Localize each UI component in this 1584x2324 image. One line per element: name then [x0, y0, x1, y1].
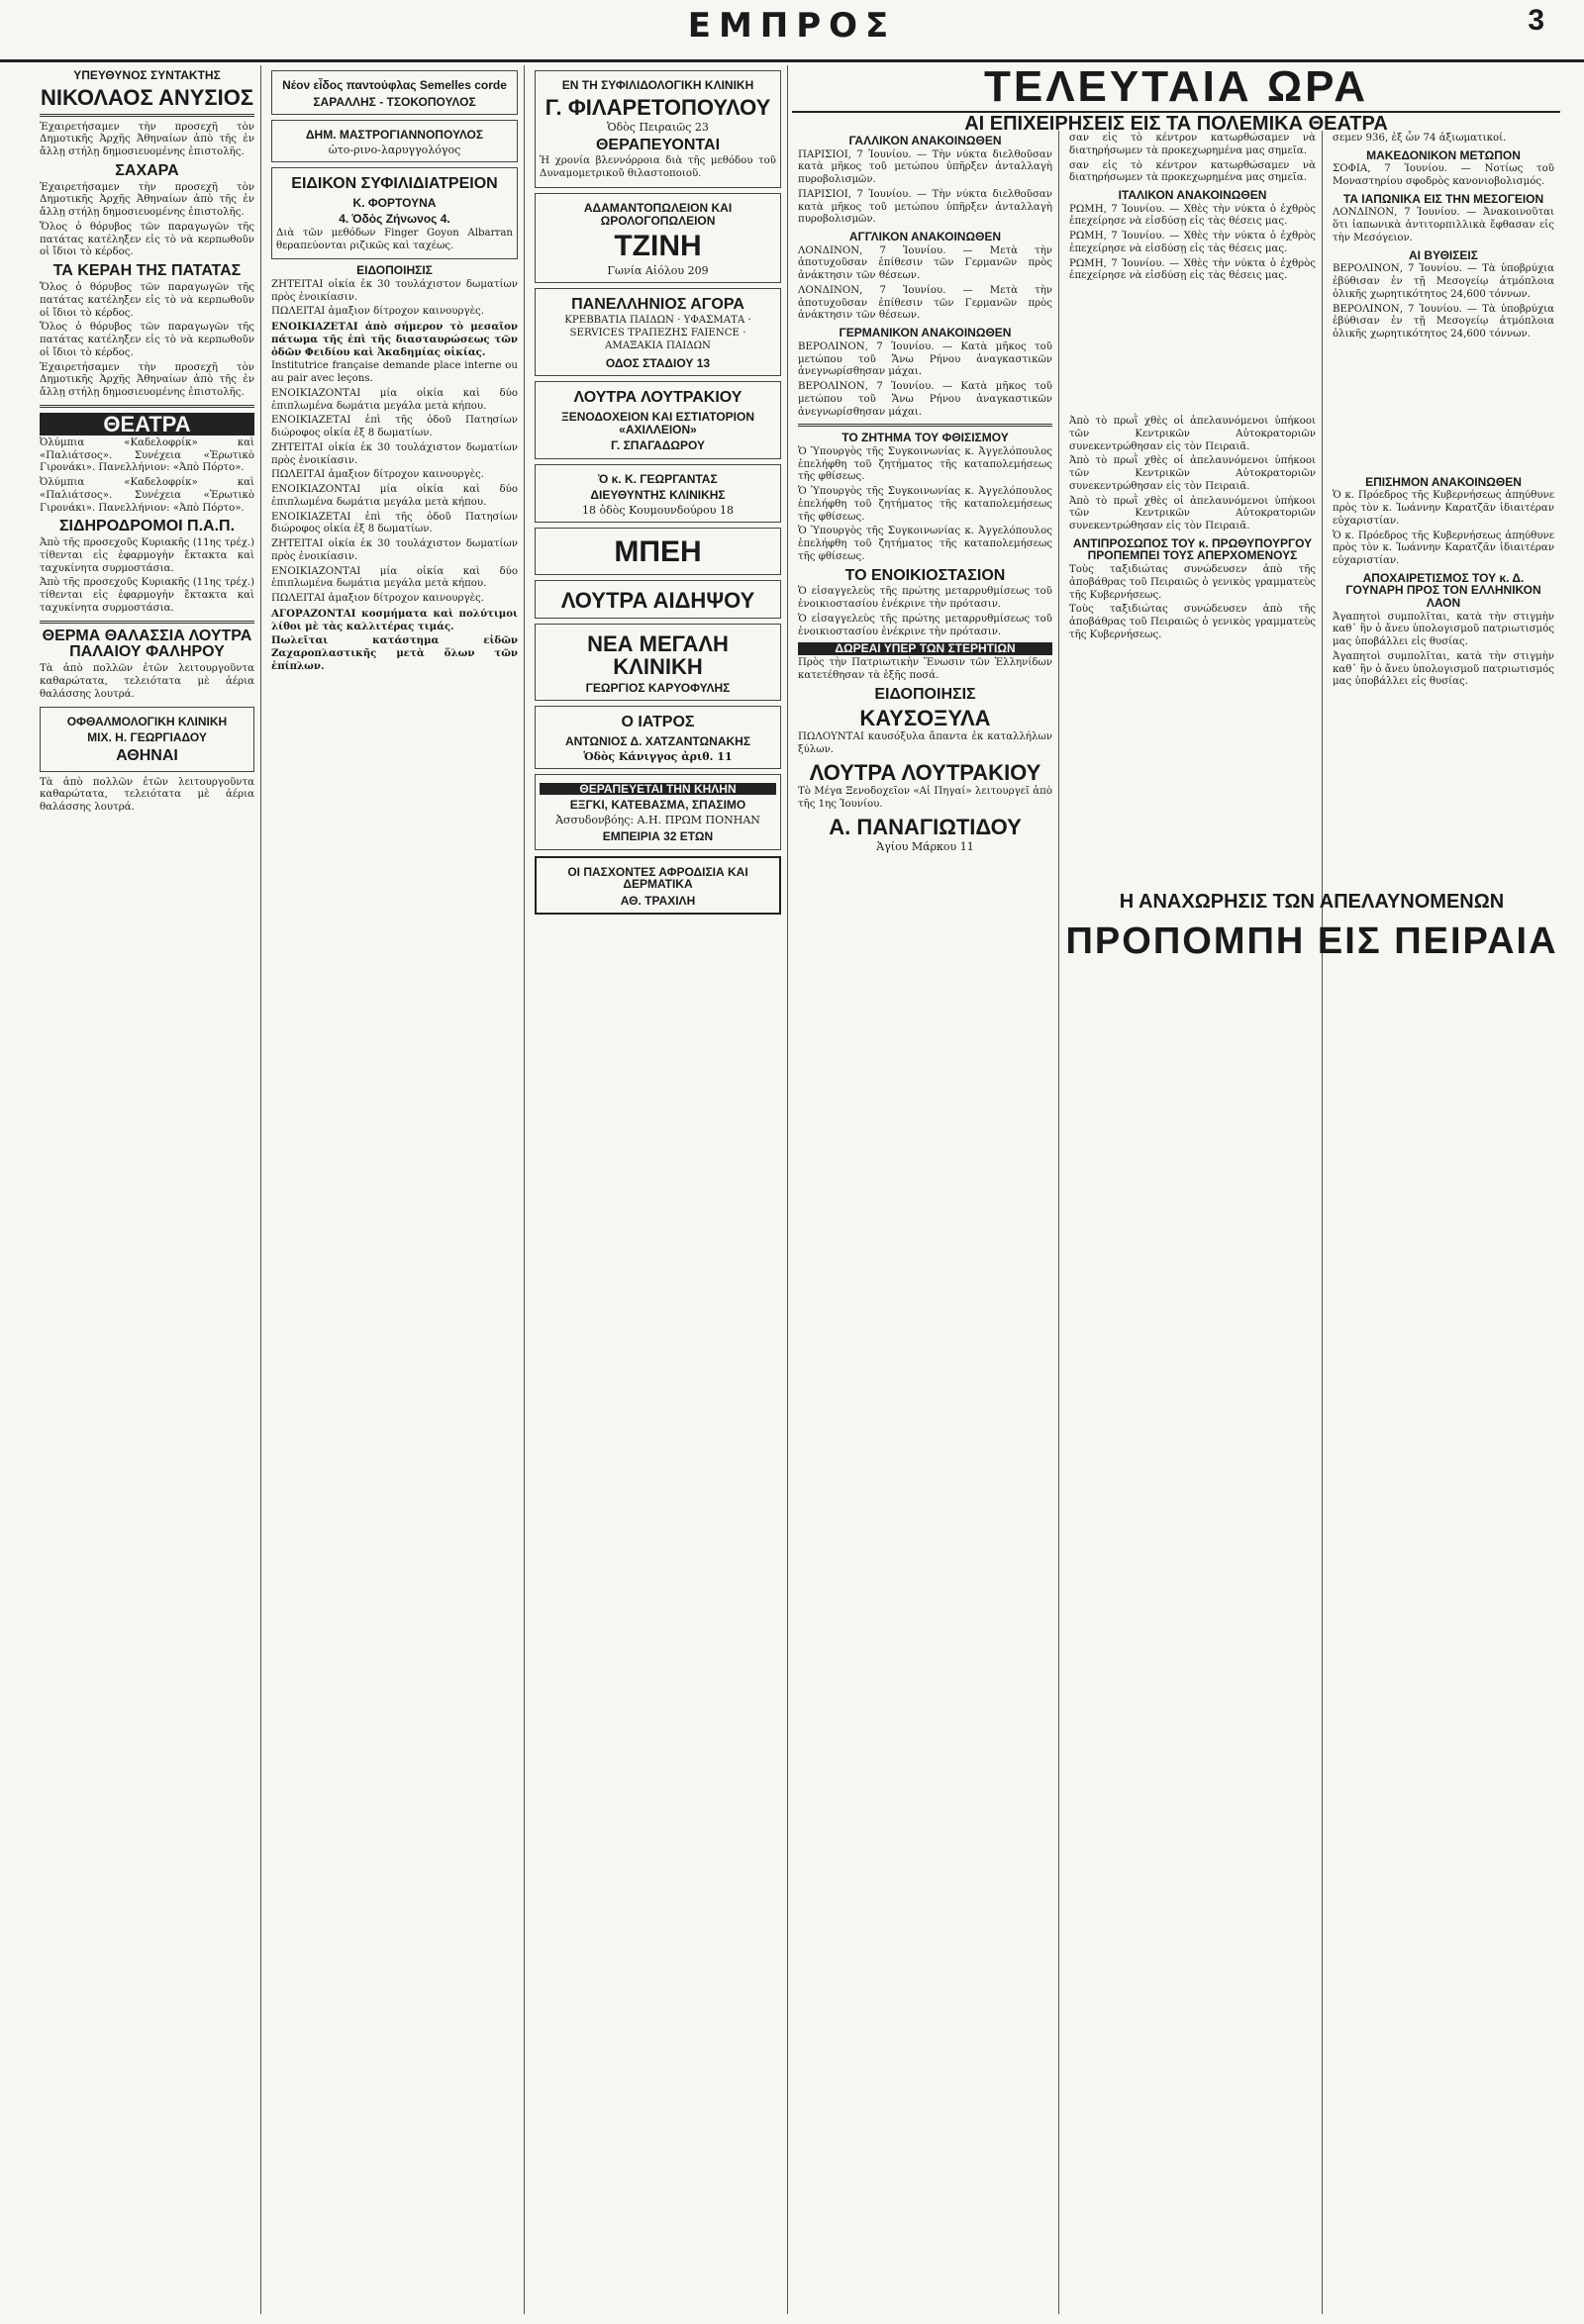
column-2 [265, 65, 525, 2314]
ad-address: Γωνία Αἰόλου 209 [607, 263, 709, 277]
hernia-ad [535, 774, 781, 850]
article-text: Ἐχαιρετήσαμεν τὴν προσεχῆ τὸν Δημοτικῆς Ἀρχῆς Ἀθηναίων ἀπὸ τῆς ἐν ἄλλῃ στήλῃ δημοσιευομένης ἐπιστολῆς. [40, 181, 254, 219]
bulletin-heading: ΜΑΚΕΔΟΝΙΚΟΝ ΜΕΤΩΠΟΝ [1366, 147, 1521, 162]
last-hour-banner [792, 62, 1560, 135]
article-text: Ὅλος ὁ θόρυβος τῶν παραγωγῶν τῆς πατάτας κατέληξεν εἰς τὸ νὰ κερπωθοῦν οἱ ἴδιοι τὸ κέρδος. [40, 221, 254, 258]
bulletin-text: σαν εἰς τὸ κέντρον κατωρθώσαμεν νὰ διατηρήσωμεν τὰ προκεχωρημένα μας σημεῖα. [1069, 159, 1316, 184]
bulletin-text: ΠΑΡΙΣΙΟΙ, 7 Ἰουνίου. — Τὴν νύκτα διελθοῦσαν κατὰ μῆκος τοῦ μετώπου ὑπῆρξεν ἀνταλλαγὴ πυροβολισμῶν. [798, 148, 1052, 186]
ad-address: 4. Ὁδὸς Ζήνωνος 4. [339, 212, 450, 227]
baths-heading: ΘΕΡΜΑ ΘΑΛΑΣΣΙΑ ΛΟΥΤΡΑ ΠΑΛΑΙΟΥ ΦΑΛΗΡΟΥ [42, 627, 252, 661]
column-3 [529, 65, 788, 2314]
ad-title: ΠΑΝΕΛΛΗΝΙΟΣ ΑΓΟΡΑ [571, 295, 744, 313]
rail-text: Ἀπὸ τῆς προσεχοῦς Κυριακῆς (11ης τρέχ.) τίθενται εἰς ἐφαρμογὴν ἔκτακτα καὶ ταχυκίνητα συρμοστάσια. [40, 537, 254, 574]
ad-title: Ο ΙΑΤΡΟΣ [621, 714, 695, 731]
doctor-ad [535, 464, 781, 523]
article-text: Ὁ Ὑπουργὸς τῆς Συγκοινωνίας κ. Ἀγγελόπουλος ἐπελήφθη τοῦ ζητήματος τῆς καταπολεμήσεως τῆς φθίσεως. [798, 486, 1052, 523]
banner-subtitle: ΑΙ ΕΠΙΧΕΙΡΗΣΕΙΣ ΕΙΣ ΤΑ ΠΟΛΕΜΙΚΑ ΘΕΑΤΡΑ [792, 111, 1560, 136]
ad-title: ΝΕΑ ΜΕΓΑΛΗ ΚΛΙΝΙΚΗ [587, 630, 729, 679]
bulletin-heading: ΓΑΛΛΙΚΟΝ ΑΝΑΚΟΙΝΩΘΕΝ [848, 134, 1002, 147]
article-text: Τοὺς ταξιδιώτας συνώδευσεν ἀπὸ τῆς ἀποβάθρας τοῦ Πειραιῶς ὁ γενικὸς γραμματεὺς τῆς Κυβερνήσεως. [1069, 564, 1316, 601]
rail-text: Ἀπὸ τῆς προσεχοῦς Κυριακῆς (11ης τρέχ.) τίθενται εἰς ἐφαρμογὴν ἔκτακτα καὶ ταχυκίνητα συρμοστάσια. [40, 577, 254, 614]
rail-heading: ΣΙΔΗΡΟΔΡΟΜΟΙ Π.Α.Π. [58, 518, 236, 535]
baths-text: Τὸ Μέγα Ξενοδοχεῖον «Αἱ Πηγαί» λειτουργεῖ ἀπὸ τῆς 1ης Ἰουνίου. [798, 786, 1052, 810]
ad-title: Ὁ κ. Κ. ΓΕΩΡΓΑΝΤΑΣ [598, 471, 718, 486]
ad-sub: ΕΞΓΚΙ, ΚΑΤΕΒΑΣΜΑ, ΣΠΑΣΙΜΟ [569, 798, 746, 813]
classified: ΖΗΤΕΙΤΑΙ οἰκία ἐκ 30 τουλάχιστον δωματίων πρὸς ἐνοικίασιν. [271, 441, 518, 466]
bulletin-text: ΡΩΜΗ, 7 Ἰουνίου. — Χθὲς τὴν νύκτα ὁ ἐχθρὸς ἐπεχείρησε νὰ εἰσδύσῃ εἰς τὰς θέσεις μας. [1069, 203, 1316, 228]
notice-heading: ΕΙΔΟΠΟΙΗΣΙΣ [874, 685, 976, 703]
article-text: Ὅλος ὁ θόρυβος τῶν παραγωγῶν τῆς πατάτας κατέληξεν εἰς τὸ νὰ κερπωθοῦν οἱ ἴδιοι τὸ κέρδος. [40, 322, 254, 358]
ad-address: ΟΔΟΣ ΣΤΑΔΙΟΥ 13 [605, 355, 711, 370]
masthead [0, 0, 1584, 62]
bulletin-heading: ΑΙ ΒΥΘΙΣΕΙΣ [1409, 247, 1478, 262]
ad-text: Ἡ χρονία βλεννόρροια διὰ τῆς μεθόδου τοῦ Δυναμομετρικοῦ θιλαστοποιοῦ. [540, 155, 776, 180]
column-4 [792, 131, 1059, 2314]
ad-title: ΘΕΡΑΠΕΥΕΤΑΙ ΤΗΝ ΚΗΛΗΝ [540, 783, 776, 796]
article-text: Ἐχαιρετήσαμεν τὴν προσεχῆ τὸν Δημοτικῆς Ἀρχῆς Ἀθηναίων ἀπὸ τῆς ἐν ἄλλῃ στήλῃ δημοσιευομένης ἐπιστολῆς. [40, 121, 254, 158]
article-text: Πρὸς τὴν Πατριωτικὴν Ἕνωσιν τῶν Ἑλληνίδων κατετέθησαν τὰ ἑξῆς ποσά. [798, 657, 1052, 681]
article-text: Ὁ κ. Πρόεδρος τῆς Κυβερνήσεως ἀπηύθυνε πρὸς τὸν κ. Ἰωάννην Καρατζᾶν ἰδιαιτέραν εὐχαριστίαν. [1333, 530, 1554, 567]
article-text: Ἐχαιρετήσαμεν τὴν προσεχῆ τὸν Δημοτικῆς Ἀρχῆς Ἀθηναίων ἀπὸ τῆς ἐν ἄλλῃ στήλῃ δημοσιευομένης ἐπιστολῆς. [40, 361, 254, 399]
notices-heading: ΕΙΔΟΠΟΙΗΣΙΣ [356, 263, 433, 278]
section-heading: ΣΑΧΑΡΑ [115, 161, 179, 179]
article-heading: ΕΠΙΣΗΜΟΝ ΑΝΑΚΟΙΝΩΘΕΝ [1365, 474, 1522, 489]
ad-name: ΑΝΤΩΝΙΟΣ Δ. ΧΑΤΖΑΝΤΩΝΑΚΗΣ [564, 734, 751, 749]
article-text: Ὅλος ὁ θόρυβος τῶν παραγωγῶν τῆς πατάτας κατέληξεν εἰς τὸ νὰ κερπωθοῦν οἱ ἴδιοι τὸ κέρδος. [40, 282, 254, 319]
article-text: Ὁ εἰσαγγελεὺς τῆς πρώτης μεταρρυθμίσεως τοῦ ἐνοικιοστασίου ἐνέκρινε τὴν πρότασιν. [798, 586, 1052, 611]
article-heading: ΔΩΡΕΑΙ ΥΠΕΡ ΤΩΝ ΣΤΕΡΗΤΙΩΝ [798, 642, 1052, 655]
bulletin-text: ΒΕΡΟΛΙΝΟΝ, 7 Ἰουνίου. — Τὰ ὑποβρύχια ἐβύθισαν ἐν τῇ Μεσογείῳ ἀτμόπλοια ὁλικῆς χωρητικότητος 24,600 τόννων. [1333, 263, 1554, 300]
ad-title: ΛΟΥΤΡΑ ΛΟΥΤΡΑΚΙΟΥ [573, 389, 742, 407]
article-heading: ΤΟ ΕΝΟΙΚΙΟΣΤΑΣΙΟΝ [844, 566, 1006, 584]
article-text: Τὰ ἀπὸ πολλῶν ἐτῶν λειτουργοῦντα καθαρώτατα, τελειότατα μὲ ἀέρια θαλάσσης λουτρά. [40, 776, 254, 813]
ad-address: Ὁδὸς Κάνιγγος ἀριθ. 11 [583, 749, 733, 763]
baths-heading: ΛΟΥΤΡΑ ΛΟΥΤΡΑΚΙΟΥ [809, 759, 1041, 785]
doctor-ad [271, 120, 518, 162]
classified: ΖΗΤΕΙΤΑΙ οἰκία ἐκ 30 τουλάχιστον δωματίων πρὸς ἐνοικίασιν. [271, 278, 518, 303]
ad-doctor: ΓΕΩΡΓΙΟΣ ΚΑΡΥΟΦΥΛΗΣ [585, 680, 731, 695]
ad-title: ΛΟΥΤΡΑ ΑΙΔΗΨΟΥ [560, 587, 755, 613]
classified: ΕΝΟΙΚΙΑΖΟΝΤΑΙ μία οἰκία καὶ δύο ἐπιπλωμένα δωμάτια μεγάλα μετὰ κήπου. [271, 484, 518, 508]
column-1 [34, 65, 261, 2314]
column-5 [1063, 131, 1323, 2314]
section-heading: ΤΑ ΚΕΡΑΗ ΤΗΣ ΠΑΤΑΤΑΣ [52, 262, 242, 280]
ad-doctor: Κ. ΦΟΡΤΟΥΝΑ [352, 195, 437, 210]
bulletin-text: ΒΕΡΟΛΙΝΟΝ, 7 Ἰουνίου. — Κατὰ μῆκος τοῦ μετώπου τοῦ Ἄνω Ρήνου ἀναγκαστικῶν ἀνεγνωρίσθησαν μάχαι. [798, 340, 1052, 378]
bulletin-text: σεμεν 936, ἐξ ὧν 74 ἀξιωματικοί. [1333, 133, 1507, 144]
hotel-ad [535, 381, 781, 459]
page-number: 3 [1528, 4, 1544, 37]
bulletin-text: ΒΕΡΟΛΙΝΟΝ, 7 Ἰουνίου. — Κατὰ μῆκος τοῦ μετώπου τοῦ Ἄνω Ρήνου ἀναγκαστικῶν ἀνεγνωρίσθησαν μάχαι. [798, 381, 1052, 418]
classified: ΑΓΟΡΑΖΟΝΤΑΙ κοσμήματα καὶ πολύτιμοι λίθοι μὲ τὰς καλλιτέρας τιμάς. [271, 607, 518, 632]
classified: ΕΝΟΙΚΙΑΖΕΤΑΙ ἐπὶ τῆς ὁδοῦ Πατησίων διώροφος οἰκία ἐξ 8 δωματίων. [271, 415, 518, 439]
clinic-title: ΟΦΘΑΛΜΟΛΟΓΙΚΗ ΚΛΙΝΙΚΗ [66, 714, 228, 728]
ad-title: ΔΗΜ. ΜΑΣΤΡΟΓΙΑΝΝΟΠΟΥΛΟΣ [305, 128, 484, 143]
article-text: Ἀγαπητοὶ συμπολῖται, κατὰ τὴν στιγμὴν καθ᾽ ἣν ὁ ἄνευ ὑπολογισμοῦ πατριωτισμός μας ὑποβάλλει εἰς θυσίας. [1333, 650, 1554, 688]
column-6 [1327, 131, 1560, 2314]
ad-name: Γ. ΣΠΑΓΑΔΩΡΟΥ [611, 438, 705, 453]
editor-label: ΥΠΕΥΘΥΝΟΣ ΣΥΝΤΑΚΤΗΣ [73, 68, 221, 82]
ad-title: Νέον εἶδος παντούφλας Semelles corde [282, 78, 507, 92]
clinic-doctor: ΜΙΧ. Η. ΓΕΩΡΓΙΑΔΟΥ [87, 730, 207, 745]
ad-title: ΜΠΕΗ [614, 535, 702, 569]
ad-title: ΕΙΔΙΚΟΝ ΣΥΦΙΛΙΔΙΑΤΡΕΙΟΝ [291, 174, 498, 192]
ad-sub: ΞΕΝΟΔΟΧΕΙΟΝ ΚΑΙ ΕΣΤΙΑΤΟΡΙΟΝ «ΑΧΙΛΛΕΙΟΝ» [560, 410, 755, 436]
ad-doctor: Ἀσσυδονβόης: Α.Η. ΠΡΩΜ ΠΟΝΗΑΝ [555, 814, 760, 827]
clinic-city: ΑΘΗΝΑΙ [116, 746, 178, 764]
bulletin-text: σαν εἰς τὸ κέντρον κατωρθώσαμεν νὰ διατηρήσωμεν τὰ προκεχωρημένα μας σημεῖα. [1069, 133, 1316, 156]
classified: ΕΝΟΙΚΙΑΖΟΝΤΑΙ μία οἰκία καὶ δύο ἐπιπλωμένα δωμάτια μεγάλα μετὰ κήπου. [271, 387, 518, 412]
article-text: Ὁ Ὑπουργὸς τῆς Συγκοινωνίας κ. Ἀγγελόπουλος ἐπελήφθη τοῦ ζητήματος τῆς καταπολεμήσεως τῆς φθίσεως. [798, 445, 1052, 483]
ad-title: ΑΔΑΜΑΝΤΟΠΩΛΕΙΟΝ ΚΑΙ ΩΡΟΛΟΓΟΠΩΛΕΙΟΝ [583, 200, 733, 228]
classified: Πωλεῖται κατάστημα εἰδῶν Ζαχαροπλαστικῆς μετὰ ὅλων τῶν ἐπίπλων. [271, 634, 518, 672]
editor-name: ΝΙΚΟΛΑΟΣ ΑΝΥΣΙΟΣ [40, 84, 254, 110]
article-text: Τοὺς ταξιδιώτας συνώδευσεν ἀπὸ τῆς ἀποβάθρας τοῦ Πειραιῶς ὁ γενικὸς γραμματεὺς τῆς Κυβερνήσεως. [1069, 604, 1316, 640]
derm-ad [535, 856, 781, 916]
article-text: Ἀπὸ τὸ πρωῒ χθὲς οἱ ἀπελαυνόμενοι ὑπήκοοι τῶν Κεντρικῶν Αὐτοκρατοριῶν συνεκεντρώθησαν εἰς τὸν Πειραιᾶ. [1069, 416, 1316, 452]
jeweller-ad [535, 193, 781, 283]
ad-pretitle: ΕΝ ΤΗ ΣΥΦΙΛΙΔΟΛΟΓΙΚΗ ΚΛΙΝΙΚΗ [561, 78, 754, 92]
firewood-text: ΠΩΛΟΥΝΤΑΙ καυσόξυλα ἄπαντα ἐκ καταλλήλων ξύλων. [798, 731, 1052, 756]
article-text: Ἀγαπητοὶ συμπολῖται, κατὰ τὴν στιγμὴν καθ᾽ ἣν ὁ ἄνευ ὑπολογισμοῦ πατριωτισμός μας ὑποβάλλει εἰς θυσίας. [1333, 611, 1554, 648]
ad-address: 18 ὁδὸς Κουμουνδούρου 18 [582, 504, 734, 518]
baths-text: Τὰ ἀπὸ πολλῶν ἐτῶν λειτουργοῦντα καθαρώτατα, τελειότατα μὲ ἀέρια θαλάσσης λουτρά. [40, 663, 254, 700]
clinic-ad [535, 70, 781, 188]
bulletin-heading: ΙΤΑΛΙΚΟΝ ΑΝΑΚΟΙΝΩΘΕΝ [1118, 188, 1267, 202]
ad-sub: ΘΕΡΑΠΕΥΟΝΤΑΙ [595, 136, 721, 153]
classified: ΠΩΛΕΙΤΑΙ ἁμαξιον δίτροχον καινουργὲς. [271, 469, 484, 481]
classified: ΖΗΤΕΙΤΑΙ οἰκία ἐκ 30 τουλάχιστον δωματίων πρὸς ἐνοικίασιν. [271, 538, 518, 562]
shop-address: Ἁγίου Μάρκου 11 [876, 839, 974, 853]
ad-sub: ὠτο-ρινο-λαρυγγολόγος [328, 143, 461, 156]
classified: ΠΩΛΕΙΤΑΙ ἁμαξιον δίτροχον καινουργὲς. [271, 593, 484, 605]
article-text: Ὁ κ. Πρόεδρος τῆς Κυβερνήσεως ἀπηύθυνε πρὸς τὸν κ. Ἰωάννην Καρατζᾶν ἰδιαιτέραν εὐχαριστίαν. [1333, 490, 1554, 527]
doctor-ad [535, 706, 781, 768]
bulletin-text: ΛΟΝΔΙΝΟΝ, 7 Ἰουνίου. — Μετὰ τὴν ἀποτυχοῦσαν ἐπίθεσιν τῶν Γερμανῶν πρὸς ἀνάκτησιν τῶν θέσεων. [798, 284, 1052, 322]
bulletin-text: ΠΑΡΙΣΙΟΙ, 7 Ἰουνίου. — Τὴν νύκτα διελθοῦσαν κατὰ μῆκος τοῦ μετώπου ὑπῆρξεν ἀνταλλαγὴ πυροβολισμῶν. [798, 188, 1052, 226]
ad-title: ΟΙ ΠΑΣΧΟΝΤΕΣ ΑΦΡΟΔΙΣΙΑ ΚΑΙ ΔΕΡΜΑΤΙΚΑ [567, 864, 748, 892]
newspaper-title: ΕΜΠΡΟΣ [687, 6, 897, 46]
bulletin-text: ΡΩΜΗ, 7 Ἰουνίου. — Χθὲς τὴν νύκτα ὁ ἐχθρὸς ἐπεχείρησε νὰ εἰσδύσῃ εἰς τὰς θέσεις μας. [1069, 231, 1316, 254]
article-heading: ΤΟ ΖΗΤΗΜΑ ΤΟΥ ΦΘΙΣΙΣΜΟΥ [842, 431, 1009, 445]
classified: Institutrice française demande place interne ou au pair avec leçons. [271, 360, 518, 385]
article-text: Ἀπὸ τὸ πρωῒ χθὲς οἱ ἀπελαυνόμενοι ὑπήκοοι τῶν Κεντρικῶν Αὐτοκρατοριῶν συνεκεντρώθησαν εἰς τὸν Πειραιᾶ. [1069, 495, 1316, 533]
classified: ΕΝΟΙΚΙΑΖΟΝΤΑΙ μία οἰκία καὶ δύο ἐπιπλωμένα δωμάτια μεγάλα μετὰ κήπου. [271, 565, 518, 590]
classified: ΠΩΛΕΙΤΑΙ ἁμαξιον δίτροχον καινουργὲς. [271, 306, 484, 318]
classified: ΕΝΟΙΚΙΑΖΕΤΑΙ ἐπὶ τῆς ὁδοῦ Πατησίων διώροφος οἰκία ἐξ 8 δωματίων. [271, 511, 518, 535]
classified: ΕΝΟΙΚΙΑΖΕΤΑΙ ἀπὸ σήμερον τὸ μεσαῖον πάτωμα τῆς ἐπὶ τῆς διασταυρώσεως τῶν ὁδῶν Φειδίου καὶ Ἀκαδημίας οἰκίας. [271, 321, 518, 358]
theatre-listing: Ὀλύμπια «Καδελοφρίκ» καὶ «Παλιάτσος». Συνέχεια «Ἐρωτικὸ Γιρονάκι». Πανελλήνιον: «Ἀπὸ Πόρτο». [40, 477, 254, 514]
shop-heading: Α. ΠΑΝΑΓΙΩΤΙΔΟΥ [829, 814, 1022, 839]
shop-ad [535, 528, 781, 575]
bulletin-text: ΛΟΝΔΙΝΟΝ, 7 Ἰουνίου. — Ἀνακοινοῦται ὅτι ἰαπωνικὰ ἀντιτορπιλλικὰ ἔφθασαν εἰς τὴν Μεσόγειον. [1333, 207, 1554, 243]
article-heading: ΑΠΟΧΑΙΡΕΤΙΣΜΟΣ ΤΟΥ κ. Δ. ΓΟΥΝΑΡΗ ΠΡΟΣ ΤΟΝ ΕΛΛΗΝΙΚΟΝ ΛΑΟΝ [1345, 570, 1541, 611]
piraeus-heading: ΠΡΟΠΟΜΠΗ ΕΙΣ ΠΕΙΡΑΙΑ [1065, 920, 1558, 962]
article-heading: ΑΝΤΙΠΡΟΣΩΠΟΣ ΤΟΥ κ. ΠΡΩΘΥΠΟΥΡΓΟΥ ΠΡΟΠΕΜΠΕΙ ΤΟΥΣ ΑΠΕΡΧΟΜΕΝΟΥΣ [1072, 535, 1313, 563]
baths-ad [535, 580, 781, 619]
ad-doctor: ΑΘ. ΤΡΑΧΙΛΗ [620, 893, 696, 908]
clinic-ad [271, 167, 518, 259]
slippers-ad [271, 70, 518, 115]
article-text: Ὁ Ὑπουργὸς τῆς Συγκοινωνίας κ. Ἀγγελόπουλος ἐπελήφθη τοῦ ζητήματος τῆς καταπολεμήσεως τῆς φθίσεως. [798, 526, 1052, 562]
article-text: Ἀπὸ τὸ πρωῒ χθὲς οἱ ἀπελαυνόμενοι ὑπήκοοι τῶν Κεντρικῶν Αὐτοκρατοριῶν συνεκεντρώθησαν εἰς τὸν Πειραιᾶ. [1069, 455, 1316, 492]
theatre-listing: Ὀλύμπια «Καδελοφρίκ» καὶ «Παλιάτσος». Συνέχεια «Ἐρωτικὸ Γιρονάκι». Πανελλήνιον: «Ἀπὸ Πόρτο». [40, 436, 254, 474]
market-ad [535, 288, 781, 377]
clinic-ad [535, 624, 781, 702]
ad-text: Διὰ τῶν μεθόδων Finger Goyon Albarran θεραπεύονται ριζικῶς καὶ ταχέως. [276, 227, 513, 251]
bulletin-text: ΡΩΜΗ, 7 Ἰουνίου. — Χθὲς τὴν νύκτα ὁ ἐχθρὸς ἐπεχείρησε νὰ εἰσδύσῃ εἰς τὰς θέσεις μας. [1069, 257, 1316, 282]
article-text: Ὁ εἰσαγγελεὺς τῆς πρώτης μεταρρυθμίσεως τοῦ ἐνοικιοστασίου ἐνέκρινε τὴν πρότασιν. [798, 613, 1052, 637]
ad-sub: ΔΙΕΥΘΥΝΤΗΣ ΚΛΙΝΙΚΗΣ [590, 488, 726, 503]
ad-shop: ΣΑΡΑΛΛΗΣ - ΤΣΟΚΟΠΟΥΛΟΣ [313, 94, 476, 109]
bulletin-heading: ΤΑ ΙΑΠΩΝΙΚΑ ΕΙΣ ΤΗΝ ΜΕΣΟΓΕΙΟΝ [1342, 191, 1544, 206]
clinic-ad [40, 707, 254, 772]
bulletin-heading: ΓΕΡΜΑΝΙΚΟΝ ΑΝΑΚΟΙΝΩΘΕΝ [839, 326, 1012, 340]
bulletin-text: ΣΟΦΙΑ, 7 Ἰουνίου. — Νοτίως τοῦ Μοναστηρίου σφοδρὸς κανονιοβολισμός. [1333, 163, 1554, 188]
ad-name: ΤΖΙΝΗ [614, 230, 702, 263]
ad-list: ΚΡΕΒΒΑΤΙΑ ΠΑΙΔΩΝ · ΥΦΑΣΜΑΤΑ · SERVICES ΤΡΑΠΕΖΗΣ FAIENCE · ΑΜΑΞΑΚΙΑ ΠΑΙΔΩΝ [564, 315, 751, 351]
bulletin-text: ΛΟΝΔΙΝΟΝ, 7 Ἰουνίου. — Μετὰ τὴν ἀποτυχοῦσαν ἐπίθεσιν τῶν Γερμανῶν πρὸς ἀνάκτησιν τῶν θέσεων. [798, 244, 1052, 282]
ad-foot: ΕΜΠΕΙΡΙΑ 32 ΕΤΩΝ [602, 829, 714, 844]
bulletin-text: ΒΕΡΟΛΙΝΟΝ, 7 Ἰουνίου. — Τὰ ὑποβρύχια ἐβύθισαν ἐν τῇ Μεσογείῳ ἀτμόπλοια ὁλικῆς χωρητικότητος 24,600 τόννων. [1333, 303, 1554, 340]
theatre-heading: ΘΕΑΤΡΑ [40, 413, 254, 436]
ad-address: Ὁδὸς Πειραιῶς 23 [607, 120, 709, 134]
bulletin-heading: ΑΓΓΛΙΚΟΝ ΑΝΑΚΟΙΝΩΘΕΝ [848, 230, 1002, 244]
banner-title: ΤΕΛΕΥΤΑΙΑ ΩΡΑ [983, 62, 1368, 111]
departure-heading: Η ΑΝΑΧΩΡΗΣΙΣ ΤΩΝ ΑΠΕΛΑΥΝΟΜΕΝΩΝ [1119, 891, 1505, 913]
ad-title: Γ. ΦΙΛΑΡΕΤΟΠΟΥΛΟΥ [544, 94, 771, 120]
firewood-heading: ΚΑΥΣΟΞΥΛΑ [859, 706, 991, 731]
